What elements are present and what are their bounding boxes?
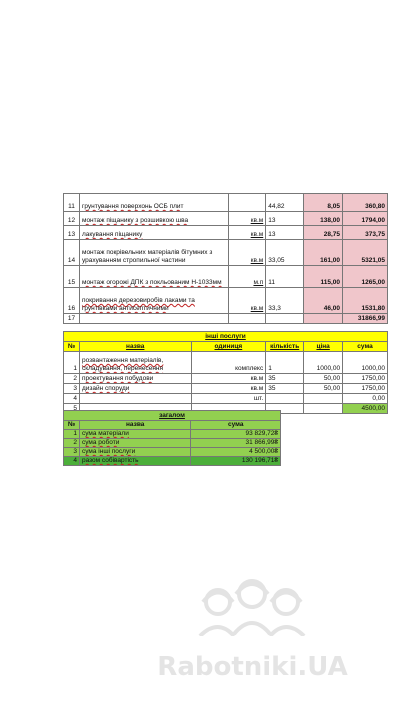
service-sum: 1750,00	[343, 374, 388, 384]
table-row	[64, 352, 388, 374]
work-sum: 1794,00	[343, 212, 388, 226]
row-number: 2	[64, 439, 80, 448]
work-unit	[229, 194, 266, 212]
work-name: монтаж покрівельних матеріалів бітумних з урахуванням стропильної частини	[79, 240, 228, 266]
row-number: 1	[64, 430, 80, 439]
work-unit: кв.м	[229, 212, 266, 226]
service-sum: 4500,00	[343, 404, 388, 414]
work-price: 138,00	[304, 212, 343, 226]
total-title: загалом	[64, 411, 281, 421]
row-number: 4	[64, 394, 80, 404]
work-price: 28,75	[304, 226, 343, 240]
work-name: лакування піщанику	[79, 226, 228, 240]
work-name: монтаж піщанику з розшивкою шва	[79, 212, 228, 226]
work-qty	[266, 314, 304, 324]
row-number: 14	[64, 240, 80, 266]
service-sum: 0,00	[343, 394, 388, 404]
total-col-name-header: назва	[79, 421, 190, 430]
row-number: 15	[64, 266, 80, 288]
work-qty: 44,82	[266, 194, 304, 212]
total-name: сума інші послуги	[79, 448, 190, 457]
work-sum: 1265,00	[343, 266, 388, 288]
table-row	[64, 226, 388, 240]
row-number: 2	[64, 374, 80, 384]
service-sum: 1000,00	[343, 352, 388, 374]
service-price: 1000,00	[304, 352, 343, 374]
total-name: сума матеріали	[79, 430, 190, 439]
work-unit: кв.м	[229, 226, 266, 240]
row-number: 12	[64, 212, 80, 226]
work-price: 8,05	[304, 194, 343, 212]
total-table	[63, 410, 281, 466]
other-services-table	[63, 331, 388, 414]
total-sum: 130 196,71₴	[191, 457, 281, 466]
watermark-text: Rabotniki.UA	[157, 652, 348, 682]
work-name: покривання дерезовиробів лаками та грунтівками антисептичними	[79, 288, 228, 314]
work-unit	[229, 314, 266, 324]
total-name: разом собівартість	[79, 457, 190, 466]
work-price: 161,00	[304, 240, 343, 266]
table-row	[64, 457, 281, 466]
total-col-n-header: №	[64, 421, 80, 430]
work-unit: кв.м	[229, 240, 266, 266]
service-qty	[266, 394, 304, 404]
total-col-sum-header: сума	[191, 421, 281, 430]
col-price-header: ціна	[304, 342, 343, 352]
work-sum: 1531,80	[343, 288, 388, 314]
total-name: сума роботи	[79, 439, 190, 448]
work-price	[304, 314, 343, 324]
table-row	[64, 384, 388, 394]
col-n-header: №	[64, 342, 80, 352]
work-sum: 31866,99	[343, 314, 388, 324]
row-number: 1	[64, 352, 80, 374]
table-row	[64, 430, 281, 439]
other-services-title: інші послуги	[64, 332, 388, 342]
service-name	[79, 394, 191, 404]
work-unit: кв.м	[229, 288, 266, 314]
service-unit: шт.	[191, 394, 266, 404]
work-name: грунтування поверхонь ОСБ плит	[79, 194, 228, 212]
service-sum: 1750,00	[343, 384, 388, 394]
work-qty: 13	[266, 226, 304, 240]
col-sum-header: сума	[343, 342, 388, 352]
row-number: 4	[64, 457, 80, 466]
service-name: розвантаження матеріалів, складування, перенесення	[79, 352, 191, 374]
row-number: 3	[64, 448, 80, 457]
service-qty: 35	[266, 374, 304, 384]
work-sum: 360,80	[343, 194, 388, 212]
work-qty: 33,05	[266, 240, 304, 266]
table-row	[64, 448, 281, 457]
service-price: 50,00	[304, 384, 343, 394]
table-row	[64, 240, 388, 266]
table-row	[64, 394, 388, 404]
work-price: 115,00	[304, 266, 343, 288]
service-qty: 35	[266, 384, 304, 394]
work-name	[79, 314, 228, 324]
works-table	[63, 193, 388, 324]
row-number: 16	[64, 288, 80, 314]
table-row	[64, 266, 388, 288]
col-unit-header: одиниця	[191, 342, 266, 352]
service-price	[304, 394, 343, 404]
service-unit: комплекс	[191, 352, 266, 374]
work-price: 46,00	[304, 288, 343, 314]
total-sum: 31 866,99₴	[191, 439, 281, 448]
work-qty: 11	[266, 266, 304, 288]
service-unit: кв.м	[191, 384, 266, 394]
row-number: 17	[64, 314, 80, 324]
workers-helmet-icon	[182, 566, 322, 636]
work-qty: 13	[266, 212, 304, 226]
table-row	[64, 288, 388, 314]
service-price: 50,00	[304, 374, 343, 384]
row-number: 11	[64, 194, 80, 212]
work-unit: м.п	[229, 266, 266, 288]
service-unit: кв.м	[191, 374, 266, 384]
row-number: 3	[64, 384, 80, 394]
col-name-header: назва	[79, 342, 191, 352]
work-sum: 5321,05	[343, 240, 388, 266]
table-row	[64, 439, 281, 448]
watermark-logo	[182, 566, 322, 636]
work-sum: 373,75	[343, 226, 388, 240]
row-number: 13	[64, 226, 80, 240]
row-number: 5	[64, 404, 80, 414]
col-qty-header: кількість	[266, 342, 304, 352]
service-price	[304, 404, 343, 414]
table-row	[64, 212, 388, 226]
table-row	[64, 314, 388, 324]
service-name: дизайн споруди	[79, 384, 191, 394]
work-qty: 33,3	[266, 288, 304, 314]
service-name: проектування побудови	[79, 374, 191, 384]
table-row	[64, 374, 388, 384]
service-qty: 1	[266, 352, 304, 374]
table-row	[64, 194, 388, 212]
total-sum: 93 829,72₴	[191, 430, 281, 439]
work-name: монтаж огорожі ДПК з покльованим Н-1033мм	[79, 266, 228, 288]
total-sum: 4 500,00₴	[191, 448, 281, 457]
